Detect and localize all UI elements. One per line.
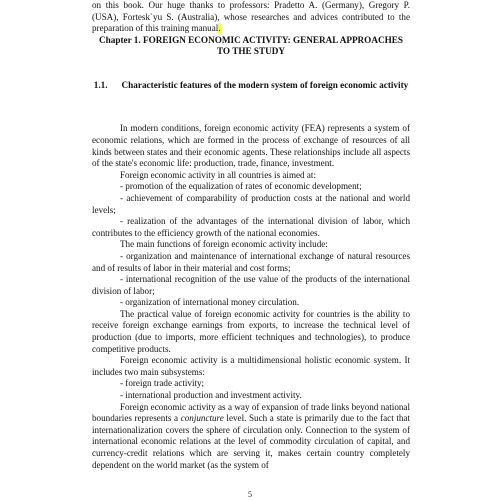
body-paragraph: In modern conditions, foreign economic activity (FEA) represents a system of economic relations, which are formed in the process of exchange of resources of all kinds between states and their economic agents. These relationships include all aspects of the state's economic life: production, trade, finance, investment. (92, 123, 410, 169)
section-number: 1.1. (93, 80, 108, 91)
page-number: 5 (248, 490, 252, 499)
paragraph-text: Foreign economic activity as a way of expansion of trade links beyond national boundaries represents a (92, 401, 410, 424)
list-item: - international recognition of the use value of the products of the international division of labor; (92, 274, 410, 296)
list-item: - organization of international money circulation. (120, 297, 300, 308)
list-item: - promotion of the equalization of rates of economic development; (120, 181, 362, 192)
section-title: Characteristic features of the modern system of foreign economic activity (121, 80, 409, 91)
section-heading (92, 80, 410, 91)
acknowledgement-paragraph (92, 0, 410, 35)
highlighted-mark: . (218, 23, 221, 34)
chapter-title: Chapter 1. FOREIGN ECONOMIC ACTIVITY: GENERAL APPROACHES TO THE STUDY (99, 34, 403, 56)
list-item: - organization and maintenance of international exchange of natural resources and of results of labor in their material and cost forms; (92, 250, 410, 273)
acknowledgement-text: on this book. Our huge thanks to professors: Pradetto A. (Germany), Gregory P. (USA), Fortesk`yu S. (Australia), whose researches and advices contributed to the preparation of this training manual (92, 0, 410, 34)
list-item: - realization of the advantages of the international division of labor, which contributes to the efficiency growth of the national economies. (92, 216, 410, 238)
body-paragraph: Foreign economic activity in all countries is aimed at: (120, 169, 316, 180)
paragraph-text: level. Such a state is primarily due to the fact that internationalization covers the sphere of circulation only. Connection to the system of international economic relations at the level of commodity circulation of capital, and currency-credit relations which are serving it, makes certain country completely dependent on the world market (as the system of (92, 413, 410, 470)
body-paragraph (92, 402, 410, 472)
body-paragraph: The main functions of foreign economic activity include: (120, 239, 328, 250)
list-item: - foreign trade activity; (120, 378, 205, 389)
list-item: - international production and investment activity. (120, 390, 302, 401)
body-paragraph: The practical value of foreign economic activity for countries is the ability to receive foreign exchange earnings from exports, to increase the technical level of production (due to imports, more efficient techniques and technologies), to produce competitive products. (92, 308, 410, 354)
list-item: - achievement of comparability of production costs at the national and world levels; (92, 192, 410, 215)
emphasized-term: conjuncture (180, 413, 224, 424)
body-paragraph: Foreign economic activity is a multidimensional holistic economic system. It includes two main subsystems: (92, 355, 410, 377)
page-content (92, 0, 410, 471)
